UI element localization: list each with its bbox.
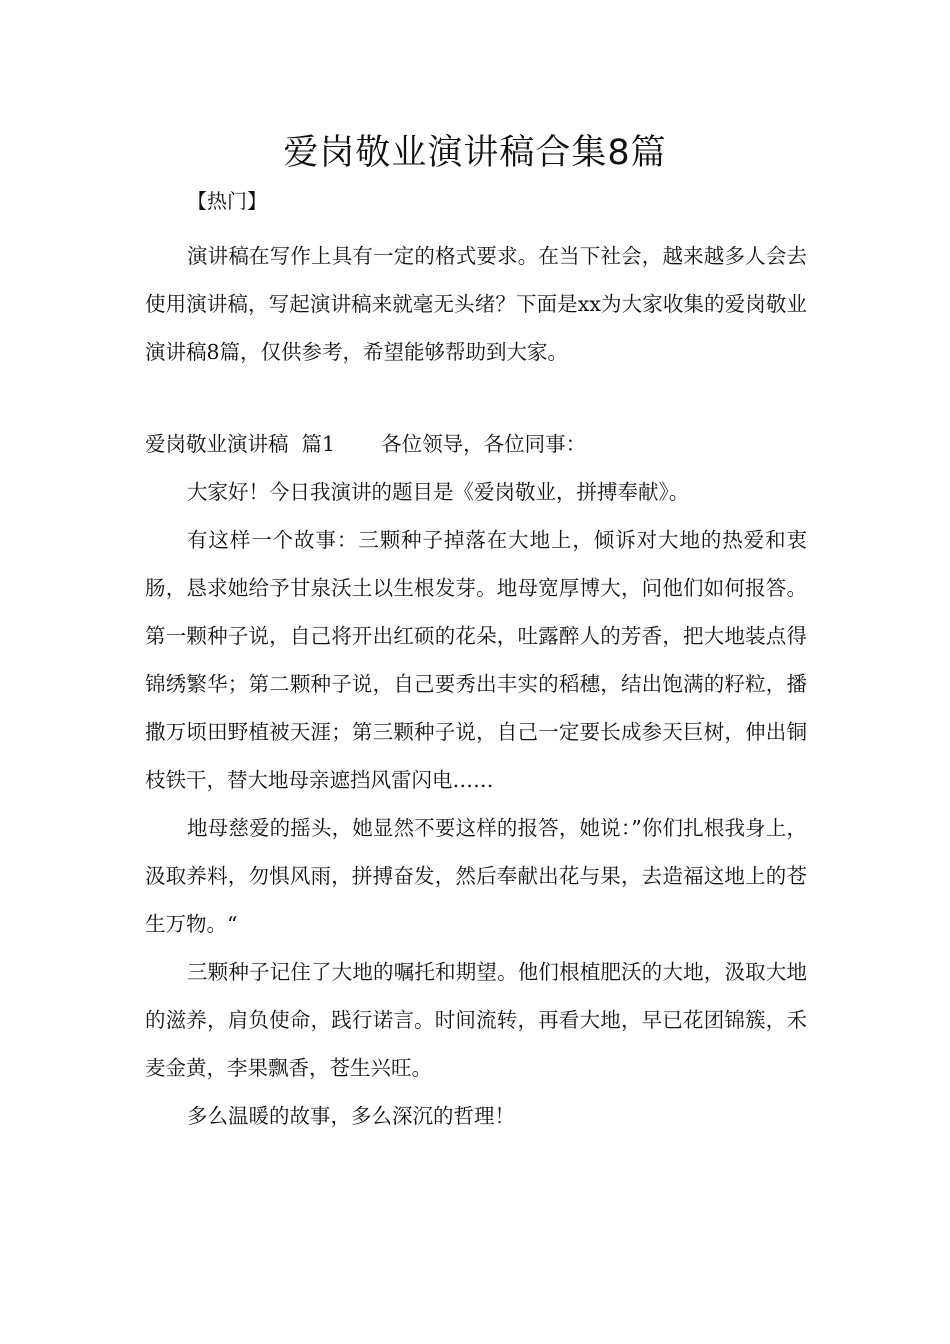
section-heading-line bbox=[145, 420, 807, 468]
body-paragraph: 地母慈爱的摇头，她显然不要这样的报答，她说：”你们扎根我身上，汲取养料，勿惧风雨，拼搏奋发，然后奉献出花与果，去造福这地上的苍生万物。“ bbox=[145, 816, 807, 936]
body-paragraph: 大家好！今日我演讲的题目是《爱岗敬业，拼搏奉献》。 bbox=[187, 480, 690, 504]
body-paragraph: 多么温暖的故事，多么深沉的哲理！ bbox=[187, 1104, 515, 1128]
hot-tag: 【热门】 bbox=[187, 189, 267, 213]
salutation: 各位领导，各位同事： bbox=[381, 432, 587, 456]
document-title: 爱岗敬业演讲稿合集8篇 bbox=[283, 133, 667, 173]
body-paragraph: 三颗种子记住了大地的嘱托和期望。他们根植肥沃的大地，汲取大地的滋养，肩负使命，践行诺言。时间流转，再看大地，早已花团锦簇，禾麦金黄，李果飘香，苍生兴旺。 bbox=[145, 960, 807, 1080]
intro-paragraph: 演讲稿在写作上具有一定的格式要求。在当下社会，越来越多人会去使用演讲稿，写起演讲稿来就毫无头绪？下面是xx为大家收集的爱岗敬业演讲稿8篇，仅供参考，希望能够帮助到大家。 bbox=[145, 244, 807, 364]
paragraph-gap bbox=[145, 376, 807, 420]
document-body bbox=[145, 232, 807, 1140]
body-paragraph: 有这样一个故事：三颗种子掉落在大地上，倾诉对大地的热爱和衷肠，恳求她给予甘泉沃土以生根发芽。地母宽厚博大，问他们如何报答。第一颗种子说，自己将开出红硕的花朵，吐露醉人的芳香，把大地装点得锦绣繁华；第二颗种子说，自己要秀出丰实的稻穗，结出饱满的籽粒，播撒万顷田野植被天涯；第三颗种子说，自己一定要长成参天巨树，伸出铜枝铁干，替大地母亲遮挡风雷闪电…… bbox=[145, 528, 807, 792]
section-heading: 爱岗敬业演讲稿 篇1 bbox=[145, 432, 336, 456]
